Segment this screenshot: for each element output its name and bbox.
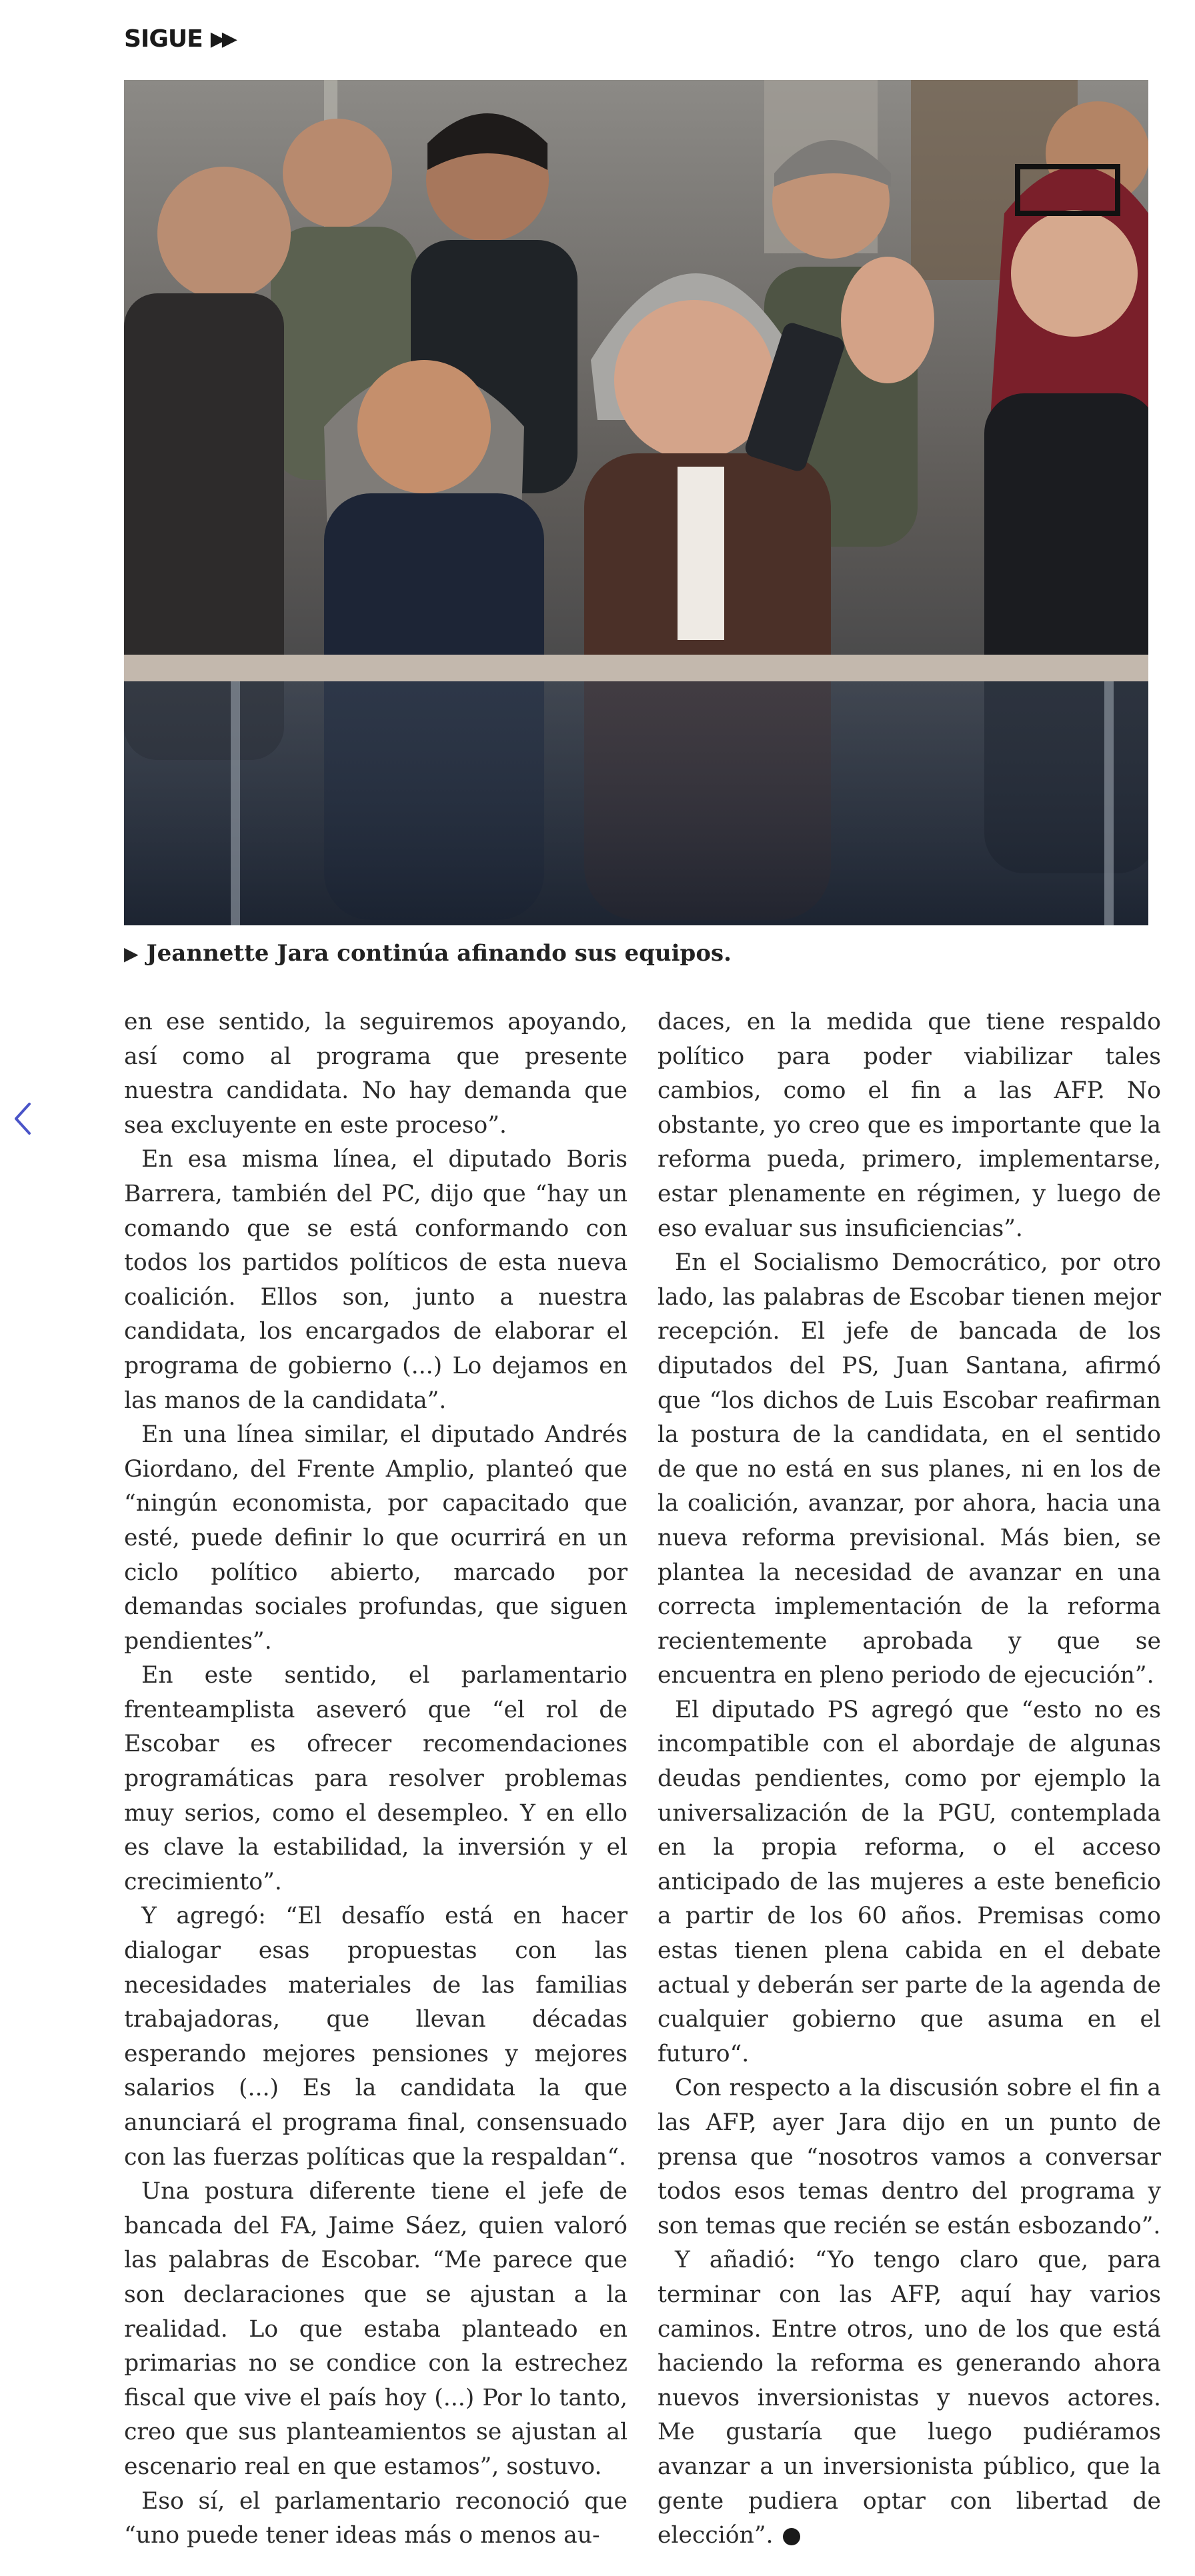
article-paragraph: en ese sentido, la seguiremos apoyando, así como al programa que presente nuestra candidata. No hay demanda que sea excluyente en este proceso”. bbox=[124, 1009, 628, 1139]
article-paragraph: En esa misma línea, el diputado Boris Barrera, también del PC, dijo que “hay un comando que se está conformando con todos los partidos políticos de esta nueva coalición. Ellos son, junto a nuestra candidata, los encargados de elaborar el programa de gobierno (...) Lo dejamos en las manos de la candidata”. bbox=[124, 1146, 628, 1414]
article-column-right bbox=[658, 1005, 1161, 2553]
article-paragraph: Una postura diferente tiene el jefe de bancada del FA, Jaime Sáez, quien valoró las palabras de Escobar. “Me parece que son declaraciones que se ajustan a la realidad. Lo que estaba planteado en primarias no se condice con la estrechez fiscal que vive el país hoy (...) Por lo tanto, creo que sus planteamientos se ajustan al escenario real en que estamos”, sostuvo. bbox=[124, 2178, 628, 2480]
article-paragraph: daces, en la medida que tiene respaldo político para poder viabilizar tales cambios, como el fin a las AFP. No obstante, yo creo que es importante que la reforma pueda, primero, implementarse, estar plenamente en régimen, y luego de eso evaluar sus insuficiencias”. bbox=[658, 1009, 1161, 1242]
article-paragraph: Eso sí, el parlamentario reconoció que “uno puede tener ideas más o menos au- bbox=[124, 2487, 628, 2549]
article-paragraph-text: Y añadió: “Yo tengo claro que, para terminar con las AFP, aquí hay varios caminos. Entre otros, uno de los que está haciendo la reforma es generando ahora nuevos inversionistas y nuevos actores. Me gustaría que luego pudiéramos avanzar a un inversionista público, que la gente pudiera optar con libertad de elección”. bbox=[658, 2247, 1161, 2549]
double-play-arrow-icon: ▶▶ bbox=[210, 27, 233, 51]
photo-caption bbox=[124, 940, 1148, 967]
article-paragraph: En este sentido, el parlamentario frenteamplista aseveró que “el rol de Escobar es ofrecer recomendaciones programáticas para resolver problemas muy serios, como el desempleo. Y en ello es clave la estabilidad, la inversión y el crecimiento”. bbox=[124, 1662, 628, 1895]
article-paragraph: En una línea similar, el diputado Andrés Giordano, del Frente Amplio, planteó que “ningún economista, por capacitado que esté, puede definir lo que ocurrirá en un ciclo político abierto, marcado por demandas sociales profundas, que siguen pendientes”. bbox=[124, 1421, 628, 1655]
caption-marker-icon: ▶ bbox=[124, 942, 139, 965]
continuation-text: SIGUE bbox=[124, 25, 203, 53]
caption-text: Jeannette Jara continúa afinando sus equipos. bbox=[146, 940, 732, 967]
chevron-left-icon[interactable] bbox=[9, 1099, 36, 1139]
article-paragraph: Con respecto a la discusión sobre el fin a las AFP, ayer Jara dijo en un punto de prensa que “nosotros vamos a conversar todos esos temas dentro del programa y son temas que recién se están esbozando”. bbox=[658, 2075, 1161, 2239]
photo-illustration bbox=[124, 80, 1148, 925]
article-column-left bbox=[124, 1005, 628, 2553]
article-paragraph: El diputado PS agregó que “esto no es incompatible con el abordaje de algunas deudas pendientes, como por ejemplo la universalización de la PGU, contemplada en la propia reforma, o el acceso anticipado de las mujeres a este beneficio a partir de los 60 años. Premisas como estas tienen plena cabida en el debate actual y deberán ser parte de la agenda de cualquier gobierno que asuma en el futuro“. bbox=[658, 1696, 1161, 2067]
article-paragraph bbox=[658, 2243, 1161, 2553]
article-paragraph: En el Socialismo Democrático, por otro lado, las palabras de Escobar tienen mejor recepción. El jefe de bancada de los diputados del PS, Juan Santana, afirmó que “los dichos de Luis Escobar reafirman la postura de la candidata, en el sentido de que no está en sus planes, ni en los de la coalición, avanzar, por ahora, hacia una nueva reforma previsional. Más bien, se plantea la necesidad de avanzar en una correcta implementación de la reforma recientemente aprobada y que se encuentra en pleno periodo de ejecución”. bbox=[658, 1249, 1161, 1689]
news-photo bbox=[124, 80, 1148, 925]
article-paragraph: Y agregó: “El desafío está en hacer dialogar esas propuestas con las necesidades materiales de las familias trabajadoras, que llevan décadas esperando mejores pensiones y mejores salarios (...) Es la candidata la que anunciará el programa final, consensuado con las fuerzas políticas que la respaldan“. bbox=[124, 1903, 628, 2171]
end-of-article-icon bbox=[783, 2528, 800, 2545]
continuation-label bbox=[124, 25, 233, 53]
